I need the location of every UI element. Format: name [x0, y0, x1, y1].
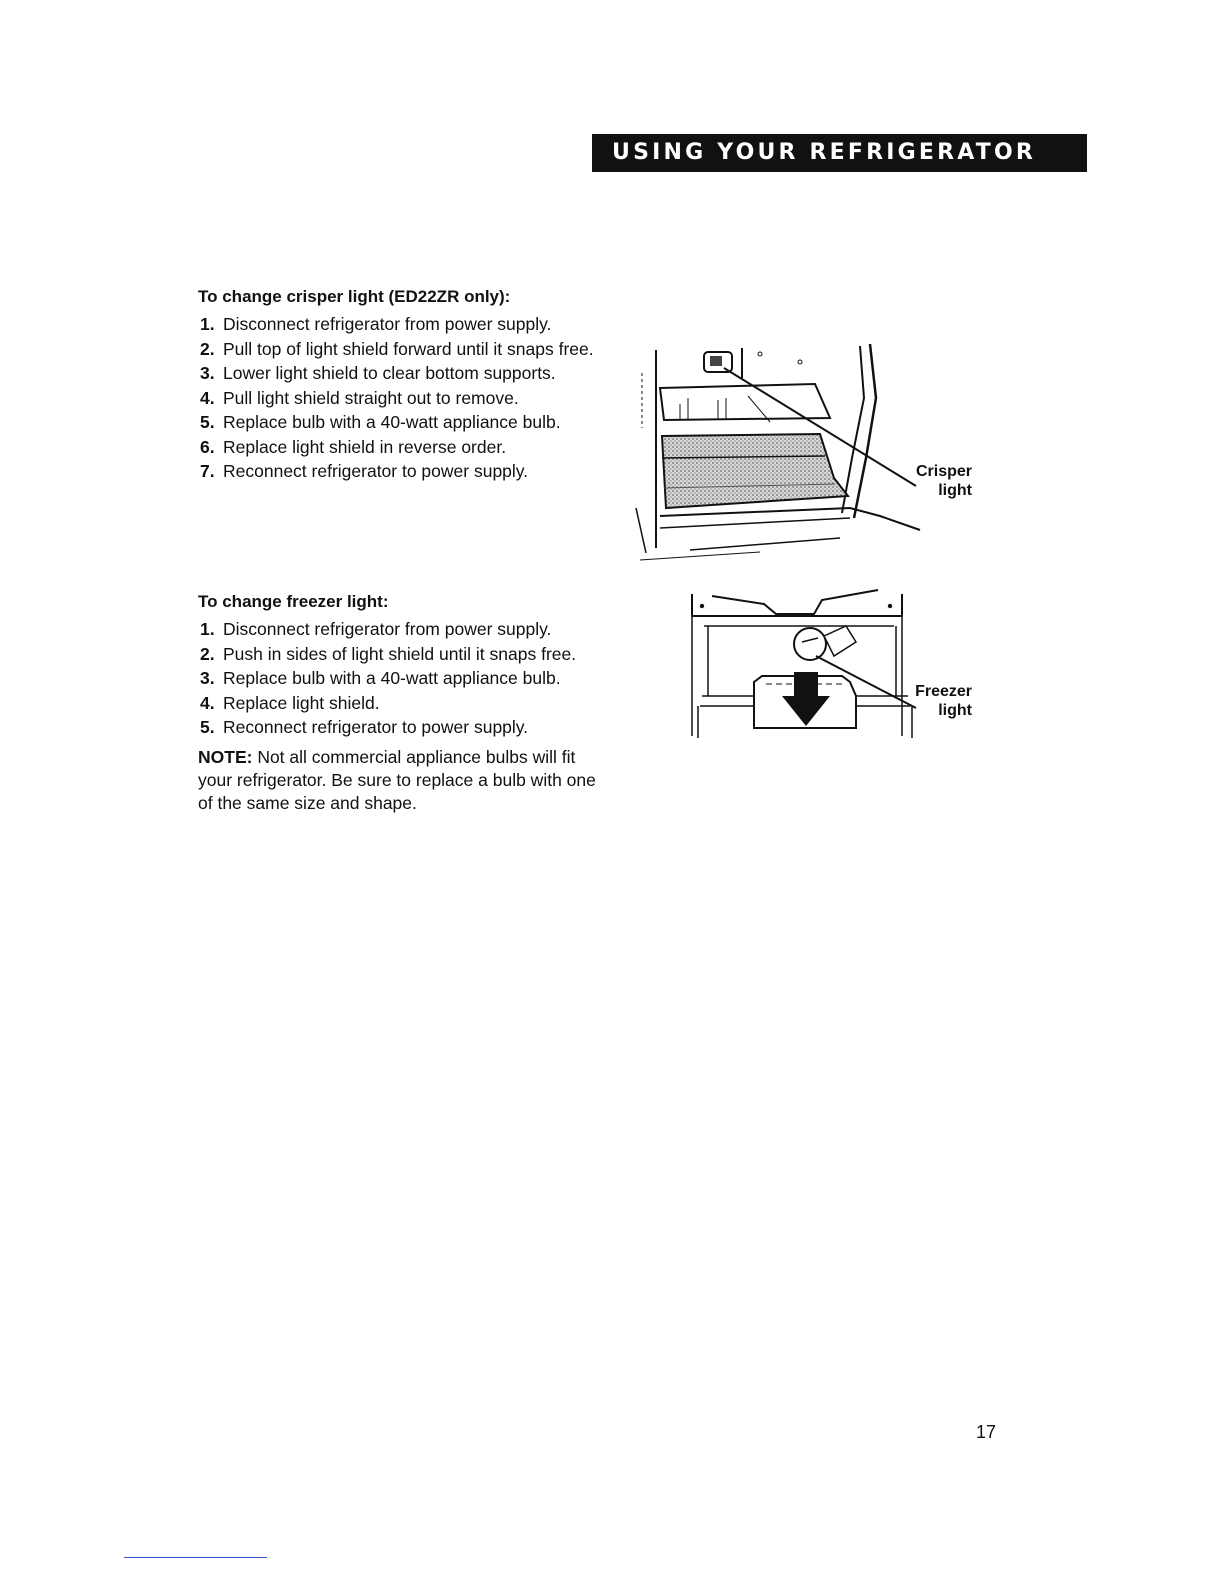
list-item: 4. Pull light shield straight out to remove.	[200, 387, 519, 408]
crisper-steps-list	[198, 314, 598, 482]
list-item: 4. Replace light shield.	[200, 692, 380, 713]
list-item: 5. Reconnect refrigerator to power supply.	[200, 717, 529, 737]
section-banner: USING YOUR REFRIGERATOR	[592, 134, 1087, 172]
list-item: 7. Reconnect refrigerator to power supply.	[200, 461, 529, 481]
list-item: 3. Lower light shield to clear bottom supports.	[200, 363, 556, 383]
note-paragraph	[198, 746, 598, 815]
list-item: 2. Push in sides of light shield until it snaps free.	[200, 643, 577, 664]
crisper-drawing	[620, 338, 990, 570]
list-item: 1. Disconnect refrigerator from power supply.	[200, 314, 552, 334]
freezer-section-title: To change freezer light:	[198, 592, 389, 611]
list-item: 5. Replace bulb with a 40-watt appliance bulb.	[200, 412, 561, 432]
freezer-light-callout: Freezer light	[915, 683, 972, 719]
page-number: 17	[976, 1422, 997, 1442]
freezer-drawing	[684, 586, 990, 746]
footer-rule	[124, 1557, 267, 1558]
list-item: 6. Replace light shield in reverse order.	[200, 436, 507, 457]
crisper-section-title: To change crisper light (ED22ZR only):	[198, 287, 511, 306]
freezer-light-illustration	[684, 586, 990, 746]
note-label: NOTE:	[198, 747, 253, 767]
list-item: 3. Replace bulb with a 40-watt appliance bulb.	[200, 668, 561, 688]
list-item: 2. Pull top of light shield forward until it snaps free.	[200, 338, 594, 359]
crisper-light-section	[198, 286, 598, 486]
list-item: 1. Disconnect refrigerator from power supply.	[200, 619, 552, 639]
freezer-light-section	[198, 591, 598, 833]
crisper-light-illustration	[620, 338, 990, 570]
note-text: Not all commercial appliance bulbs will fit your refrigerator. Be sure to replace a bulb with one of the same size and shape.	[198, 747, 596, 813]
crisper-light-callout: Crisper light	[915, 463, 972, 499]
freezer-steps-list	[198, 619, 598, 738]
